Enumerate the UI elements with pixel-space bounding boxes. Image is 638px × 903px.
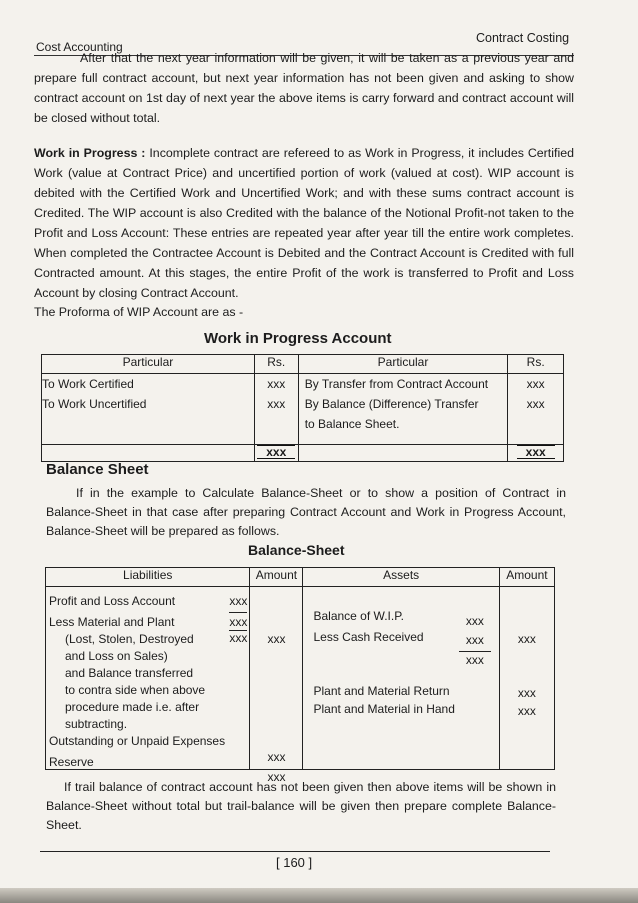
wip-body-row [42, 374, 564, 445]
bs-header-row [46, 568, 555, 587]
wip-header-rs-right: Rs. [508, 355, 564, 374]
wip-total-left: xxx [257, 445, 295, 459]
bs-asset-inner-amount: xxx [465, 653, 484, 667]
bs-liability-inner-amount: xxx [229, 615, 248, 629]
bs-asset-line: Less Cash Received [313, 630, 424, 644]
bs-liability-inner-amount: xxx [229, 591, 247, 613]
proforma-line: The Proforma of WIP Account are as - [34, 305, 244, 319]
bs-liability-line: and Loss on Sales) [65, 649, 168, 663]
page-edge-shadow [0, 888, 638, 903]
bs-liability-line: procedure made i.e. after [65, 700, 200, 714]
bs-liability-amount: xxx [267, 750, 286, 764]
bs-header-assets: Assets [303, 568, 499, 587]
balance-sheet-text: If in the example to Calculate Balance-Sheet or to show a position of Contract in Balance-Sheet in that case after preparing Contract Account and Work in Progress Account, Balance-Sheet will be prepared as follows. [46, 486, 566, 538]
intro-text: After that the next year information will be given, it will be taken as a previous year and prepare full contract account, but next year information has not been given and asking to show contract account on 1st day of next year the above items is carry forward and contract account will be closed without total. [34, 51, 574, 125]
bs-asset-inner-amount: xxx [465, 614, 484, 628]
wip-credit-amount: xxx [526, 397, 545, 411]
bs-asset-line: Plant and Material in Hand [313, 702, 455, 716]
wip-definition-text: Incomplete contract are refereed to as Work in Progress, it includes Certified Work (value at Contract Price) and uncertified portion of work (valued at cost). WIP account is debited with the Certified Work and Uncertified Work; and with these sums contract account is Credited. The WIP account is also Credited with the balance of the Notional Profit-not taken to the Profit and Loss Account: These entries are repeated year after year till the entire work completes. When completed the Contractee Account is Debited and the Contract Account is Credited with full Contracted amount. At this stages, the entire Profit of the work is transferred to Profit and Loss Account by closing Contract Account. [34, 146, 574, 300]
wip-credit-amount: xxx [526, 377, 545, 391]
wip-credit-item: By Balance (Difference) Transfer [304, 397, 479, 411]
bs-asset-amount: xxx [517, 632, 536, 646]
wip-header-particular-right: Particular [298, 355, 508, 374]
bs-header-liabilities: Liabilities [46, 568, 250, 587]
balance-sheet-paragraph [46, 484, 566, 541]
footer-rule [40, 851, 550, 852]
bs-liability-line: Outstanding or Unpaid Expenses [49, 734, 226, 748]
bs-liability-amount: xxx [267, 770, 286, 784]
balance-sheet-title: Balance-Sheet [248, 542, 345, 558]
bs-asset-line: Plant and Material Return [313, 684, 450, 698]
bs-liability-amount: xxx [267, 632, 286, 646]
page-number: [ 160 ] [276, 855, 313, 870]
bs-liability-inner-amount: xxx [229, 631, 248, 645]
wip-term: Work in Progress : [34, 146, 146, 160]
wip-account-title: Work in Progress Account [204, 330, 392, 347]
wip-debit-item: To Work Certified [42, 377, 134, 391]
bs-header-amount-right: Amount [499, 568, 554, 587]
wip-credit-item: to Balance Sheet. [304, 417, 400, 431]
bs-liability-line: Reserve [49, 755, 94, 769]
wip-debit-amount: xxx [267, 397, 286, 411]
wip-definition-paragraph [34, 143, 574, 303]
bs-asset-inner-amount: xxx [459, 632, 491, 652]
bs-asset-amount: xxx [517, 704, 536, 718]
wip-account-table [41, 354, 564, 462]
wip-header-row [42, 355, 564, 374]
bs-liability-line: (Lost, Stolen, Destroyed [65, 632, 194, 646]
balance-sheet-table [45, 567, 555, 784]
wip-debit-amount: xxx [267, 377, 286, 391]
closing-paragraph [46, 778, 556, 835]
wip-header-particular-left: Particular [42, 355, 255, 374]
running-header-right: Contract Costing [476, 31, 570, 45]
bs-asset-line: Balance of W.I.P. [313, 609, 404, 623]
wip-debit-item: To Work Uncertified [42, 397, 147, 411]
balance-sheet-heading: Balance Sheet [46, 461, 149, 478]
bs-body-row [46, 587, 555, 770]
bs-asset-amount: xxx [517, 686, 536, 700]
wip-total-row [42, 445, 564, 462]
wip-credit-item: By Transfer from Contract Account [304, 377, 489, 391]
closing-text: If trail balance of contract account has not been given then above items will be shown in Balance-Sheet without total but trail-balance will be given then prepare complete Balance-Sheet. [46, 780, 556, 832]
bs-liability-line: Less Material and Plant [49, 615, 175, 629]
wip-header-rs-left: Rs. [254, 355, 298, 374]
bs-header-amount-left: Amount [250, 568, 303, 587]
intro-paragraph [34, 48, 574, 128]
wip-credit-amount [508, 414, 563, 434]
wip-total-right: xxx [517, 445, 555, 459]
bs-liability-line: to contra side when above [65, 683, 206, 697]
bs-liability-line: Profit and Loss Account [49, 594, 176, 608]
bs-liability-line: subtracting. [65, 717, 128, 731]
bs-liability-line: and Balance transferred [65, 666, 194, 680]
running-header-left: Cost Accounting [36, 40, 123, 54]
